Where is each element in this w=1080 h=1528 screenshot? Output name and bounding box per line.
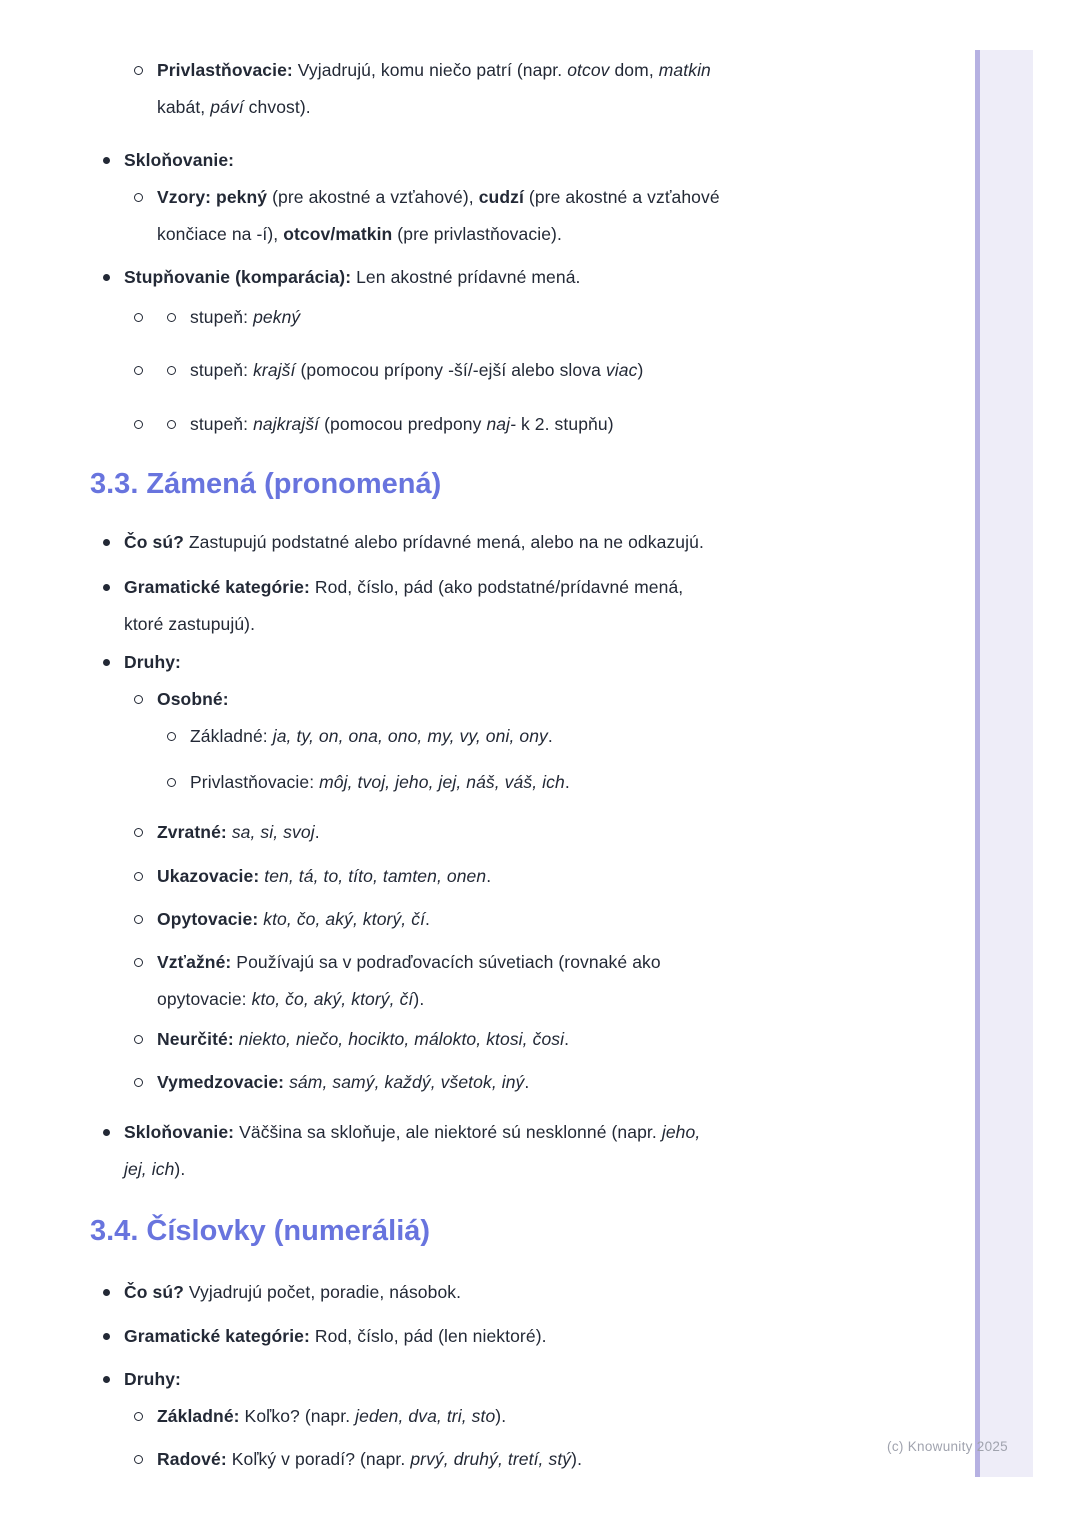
list-item-text: Vymedzovacie: sám, samý, každý, všetok, iný. [157,1072,530,1092]
list-item-text: Vzory: pekný (pre akostné a vzťahové), cudzí (pre akostné a vzťahové končiace na -í), otcov/matkin (pre privlastňovacie). [157,187,720,244]
list-item-text: Druhy: [124,1369,181,1389]
list-item-text: Skloňovanie: [124,150,235,170]
right-margin-strip [975,50,1033,1477]
bullet-circle-icon [167,732,176,741]
list-item-text: Neurčité: niekto, niečo, hocikto, málokto, ktosi, čosi. [157,1029,570,1049]
list-item [0,1064,1080,1101]
list-item-text: Vzťažné: Používajú sa v podraďovacích súvetiach (rovnaké ako opytovacie: kto, čo, aký, ktorý, čí). [157,952,661,1009]
list-item [0,644,1080,681]
bullet-circle-icon [167,313,176,322]
list-item [0,352,1080,389]
bullet-circle-icon [134,1412,143,1421]
bullet-circle-icon [134,695,143,704]
list-item-text: Osobné: [157,689,229,709]
list-item [0,901,1080,938]
list-item-text: Druhy: [124,652,181,672]
list-item-text: Ukazovacie: ten, tá, to, títo, tamten, onen. [157,866,492,886]
list-item-text: stupeň: pekný [190,307,301,327]
bullet-circle-icon [134,313,143,322]
list-item-text: Zvratné: sa, si, svoj. [157,822,320,842]
list-item [0,299,1080,336]
list-item-text: Radové: Koľký v poradí? (napr. prvý, druhý, tretí, stý). [157,1449,583,1469]
bullet-disc-icon [103,1376,110,1383]
bullet-disc-icon [103,659,110,666]
bullet-disc-icon [103,1289,110,1296]
list-item [0,858,1080,895]
bullet-circle-icon [134,66,143,75]
list-item-text: Skloňovanie: Väčšina sa skloňuje, ale niektoré sú nesklonné (napr. jeho, jej, ich). [124,1122,701,1179]
bullet-circle-icon [134,872,143,881]
list-item [0,681,1080,718]
copyright-text: (c) Knowunity 2025 [887,1439,1008,1454]
bullet-circle-icon [134,1035,143,1044]
bullet-circle-icon [167,778,176,787]
list-item [0,1021,1080,1058]
list-item-text: Stupňovanie (komparácia): Len akostné prídavné mená. [124,267,581,287]
list-item [0,718,1080,755]
document-content [0,52,1080,1478]
list-item [0,569,1080,643]
bullet-disc-icon [103,539,110,546]
bullet-circle-icon [134,193,143,202]
bullet-circle-icon [134,1078,143,1087]
section-heading: 3.4. Číslovky (numeráliá) [90,1215,431,1247]
list-item-text: Čo sú? Vyjadrujú počet, poradie, násobok. [124,1282,462,1302]
list-item [0,1274,1080,1311]
bullet-circle-icon [134,828,143,837]
list-item-text: stupeň: najkrajší (pomocou predpony naj- k 2. stupňu) [190,414,614,434]
list-item [0,764,1080,801]
bullet-circle-icon [134,366,143,375]
list-item-text: stupeň: krajší (pomocou prípony -ší/-ejší alebo slova viac) [190,360,644,380]
list-item [0,406,1080,443]
list-item [0,259,1080,296]
bullet-circle-icon [134,958,143,967]
list-item [0,524,1080,561]
list-item-text: Gramatické kategórie: Rod, číslo, pád (len niektoré). [124,1326,547,1346]
list-item [0,1398,1080,1435]
list-item [0,944,1080,1018]
list-item-text: Čo sú? Zastupujú podstatné alebo prídavné mená, alebo na ne odkazujú. [124,532,704,552]
bullet-circle-icon [134,915,143,924]
list-item-text: Privlastňovacie: môj, tvoj, jeho, jej, náš, váš, ich. [190,772,570,792]
bullet-disc-icon [103,274,110,281]
bullet-disc-icon [103,584,110,591]
bullet-circle-icon [134,420,143,429]
bullet-disc-icon [103,1333,110,1340]
list-item [0,179,1080,253]
list-item-text: Základné: Koľko? (napr. jeden, dva, tri, sto). [157,1406,507,1426]
list-item [0,52,1080,126]
list-item-text: Opytovacie: kto, čo, aký, ktorý, čí. [157,909,431,929]
list-item [0,1318,1080,1355]
bullet-circle-icon [134,1455,143,1464]
list-item [0,814,1080,851]
bullet-disc-icon [103,157,110,164]
bullet-disc-icon [103,1129,110,1136]
bullet-circle-icon [167,366,176,375]
list-item [0,1361,1080,1398]
list-item [0,142,1080,179]
list-item [0,1114,1080,1188]
list-item-text: Privlastňovacie: Vyjadrujú, komu niečo patrí (napr. otcov dom, matkin kabát, páví chvost). [157,60,711,117]
list-item-text: Základné: ja, ty, on, ona, ono, my, vy, oni, ony. [190,726,553,746]
section-heading: 3.3. Zámená (pronomená) [90,468,442,500]
bullet-circle-icon [167,420,176,429]
list-item-text: Gramatické kategórie: Rod, číslo, pád (ako podstatné/prídavné mená, ktoré zastupujú). [124,577,684,634]
